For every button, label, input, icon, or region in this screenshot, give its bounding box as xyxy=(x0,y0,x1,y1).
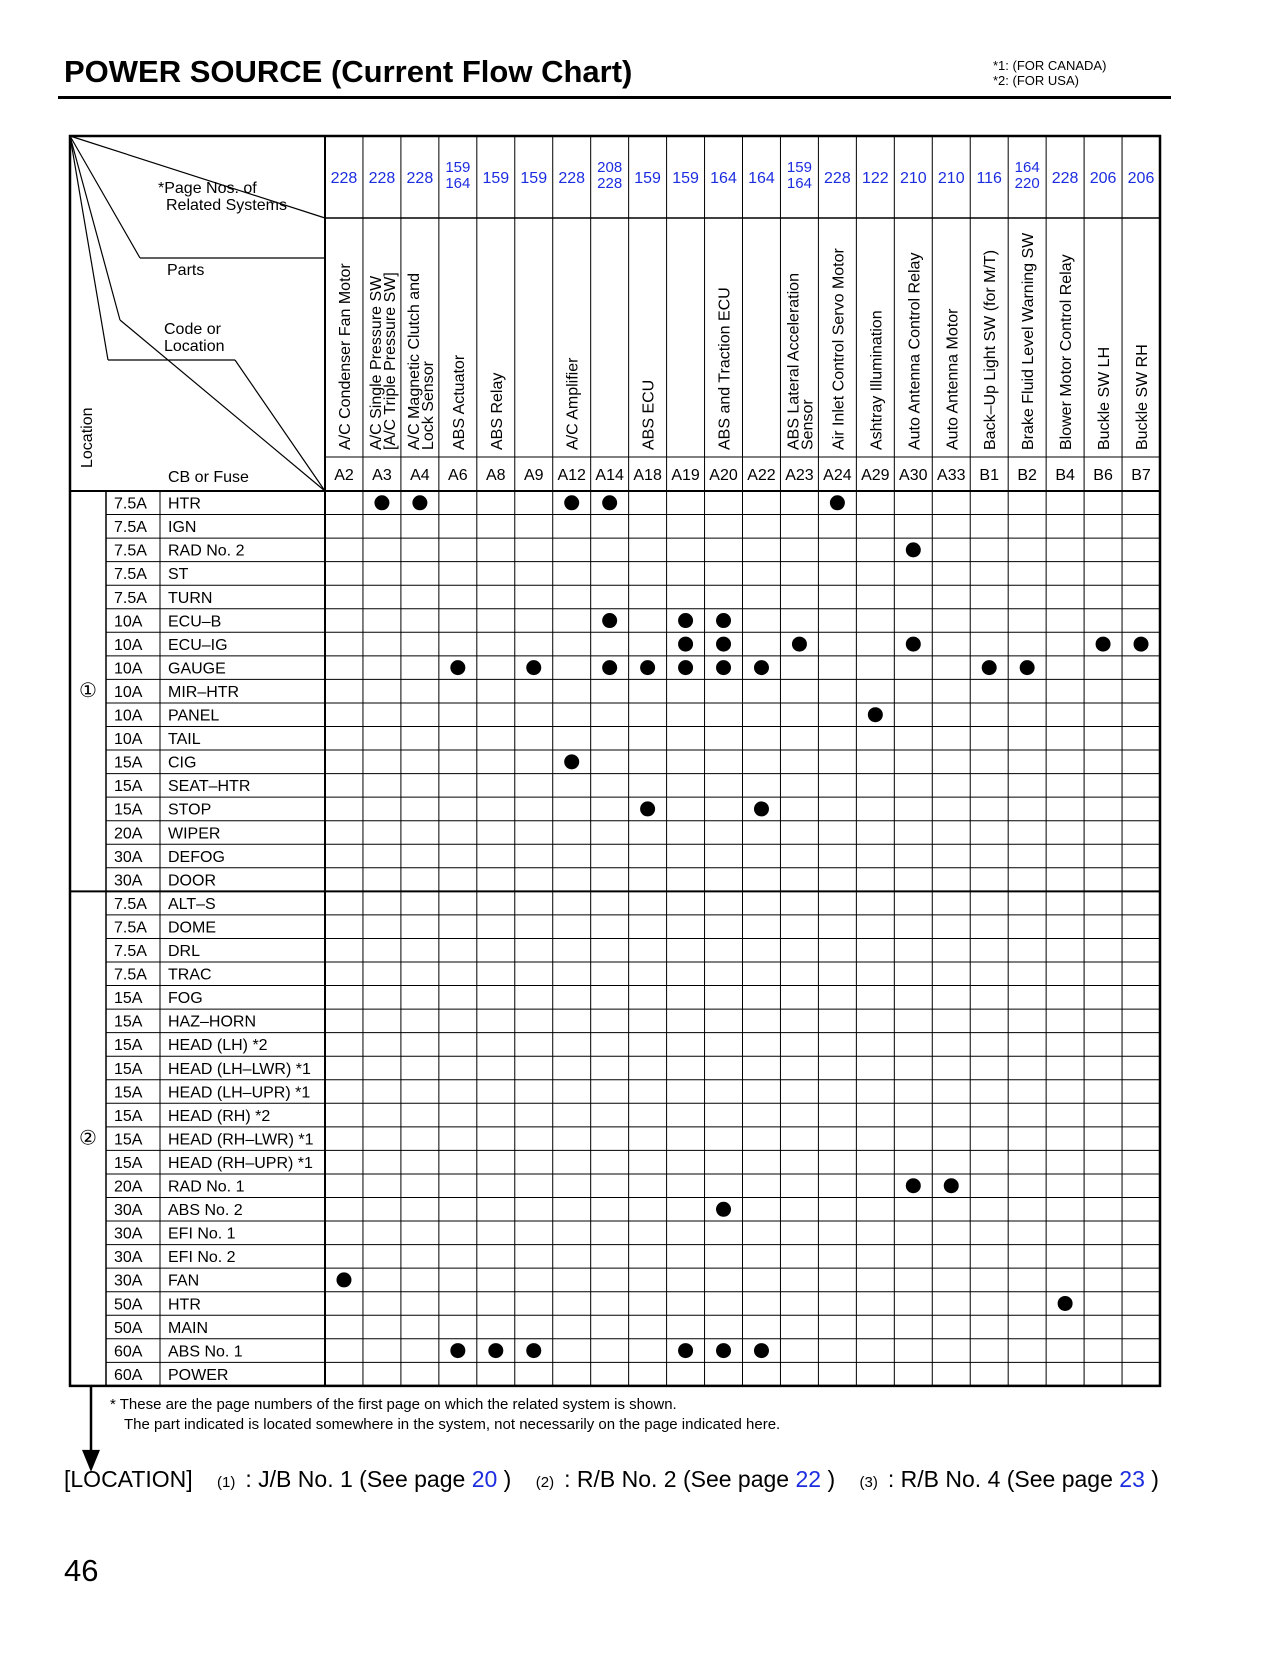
connection-dot xyxy=(716,613,731,628)
fuse-amperage: 20A xyxy=(114,825,143,843)
location-close-2: ) xyxy=(827,1466,836,1492)
part-name-A29: Ashtray Illumination xyxy=(868,310,886,450)
code-B6: B6 xyxy=(1093,467,1113,484)
part-name-A33: Auto Antenna Motor xyxy=(944,308,962,450)
fuse-amperage: 60A xyxy=(114,1343,143,1361)
footnote-line-2: The part indicated is located somewhere in the system, not necessarily on the page indicated here. xyxy=(124,1416,781,1433)
location-num-1: (1) xyxy=(217,1474,236,1491)
connection-dot xyxy=(792,637,807,652)
fuse-amperage: 10A xyxy=(114,707,143,725)
page-number-A8: 159 xyxy=(482,170,510,187)
part-name-B2: Brake Fluid Level Warning SW xyxy=(1020,232,1038,450)
part-name-A6: ABS Actuator xyxy=(450,354,468,450)
page-number-A18: 159 xyxy=(634,170,661,187)
part-name-B1: Back–Up Light SW (for M/T) xyxy=(982,249,1000,450)
code-B7: B7 xyxy=(1131,467,1151,484)
code-A14: A14 xyxy=(595,467,624,484)
connection-dot xyxy=(412,495,427,510)
code-A22: A22 xyxy=(747,467,776,484)
code-B4: B4 xyxy=(1055,467,1075,484)
fuse-amperage: 7.5A xyxy=(114,943,147,960)
fuse-name: FAN xyxy=(168,1272,200,1290)
connection-dot xyxy=(944,1178,959,1193)
fuse-amperage: 10A xyxy=(114,683,143,701)
fuse-amperage: 30A xyxy=(114,1225,143,1243)
connection-dot xyxy=(830,495,845,510)
code-A2: A2 xyxy=(334,467,354,484)
location-page-link-2[interactable]: 22 xyxy=(795,1466,822,1492)
fuse-name: DOME xyxy=(168,919,216,937)
fuse-amperage: 30A xyxy=(114,848,143,866)
fuse-amperage: 15A xyxy=(114,1107,143,1125)
page-number-B7: 206 xyxy=(1127,170,1155,187)
part-name-A30: Auto Antenna Control Relay xyxy=(906,252,924,450)
fuse-amperage: 30A xyxy=(114,1249,143,1267)
part-name-A4: Lock Sensor xyxy=(419,361,437,450)
page-number-A14: 208 xyxy=(597,159,623,176)
code-A23: A23 xyxy=(785,467,814,484)
part-name-A23: Sensor xyxy=(799,399,817,450)
part-name-B4: Blower Motor Control Relay xyxy=(1058,254,1076,450)
code-A4: A4 xyxy=(410,467,430,484)
location-num-3: (3) xyxy=(859,1474,878,1491)
page-number-B2: 164 xyxy=(1014,159,1040,176)
page-number-B4: 228 xyxy=(1051,170,1079,187)
connection-dot xyxy=(374,495,389,510)
part-name-A24: Air Inlet Control Servo Motor xyxy=(830,248,848,450)
page-number-A33: 210 xyxy=(937,170,965,187)
fuse-amperage: 7.5A xyxy=(114,895,147,913)
connection-dot xyxy=(678,1343,693,1358)
location-close-1: ) xyxy=(503,1466,512,1492)
fuse-amperage: 7.5A xyxy=(114,495,147,513)
fuse-amperage: 10A xyxy=(114,660,143,678)
connection-dot xyxy=(678,660,693,675)
footnote-line-1: * These are the page numbers of the first page on which the related system is shown. xyxy=(110,1396,677,1413)
note-usa: *2: (FOR USA) xyxy=(993,73,1079,88)
fuse-amperage: 7.5A xyxy=(114,589,147,607)
connection-dot xyxy=(906,542,921,557)
location-axis-label: Location xyxy=(79,407,96,468)
fuse-name: GAUGE xyxy=(168,660,226,678)
fuse-name: MIR–HTR xyxy=(168,683,240,701)
code-A9: A9 xyxy=(523,467,544,484)
fuse-name: ECU–IG xyxy=(168,636,228,654)
fuse-amperage: 15A xyxy=(114,1084,143,1102)
fuse-name: RAD No. 2 xyxy=(168,542,245,560)
connection-dot xyxy=(564,495,579,510)
fuse-amperage: 30A xyxy=(114,1272,143,1290)
fuse-name: HTR xyxy=(168,1296,201,1314)
page-number-A2: 228 xyxy=(330,170,358,187)
fuse-name: TAIL xyxy=(168,731,201,749)
fuse-amperage: 20A xyxy=(114,1178,143,1196)
fuse-name: EFI No. 2 xyxy=(168,1249,236,1267)
code-A6: A6 xyxy=(448,467,468,484)
fuse-name: FOG xyxy=(168,990,203,1008)
fuse-name: RAD No. 1 xyxy=(168,1178,245,1196)
fuse-name: ABS No. 1 xyxy=(168,1343,243,1361)
page-number-B2: 220 xyxy=(1014,175,1040,192)
fuse-name: WIPER xyxy=(168,825,221,843)
page-nos-label: *Page Nos. of xyxy=(158,180,257,197)
fuse-amperage: 15A xyxy=(114,1060,143,1078)
code-label: Location xyxy=(164,338,225,355)
connection-dot xyxy=(640,660,655,675)
connection-dot xyxy=(526,660,541,675)
code-A8: A8 xyxy=(486,467,506,484)
connection-dot xyxy=(754,801,769,816)
location-page-link-1[interactable]: 20 xyxy=(471,1466,498,1492)
location-close-3: ) xyxy=(1151,1466,1159,1492)
fuse-amperage: 15A xyxy=(114,754,143,772)
page-number-A20: 164 xyxy=(710,170,737,187)
page-nos-label: Related Systems xyxy=(166,197,287,214)
page-number-A19: 159 xyxy=(672,170,699,187)
code-A24: A24 xyxy=(823,467,852,484)
part-name-A3: A/C Single Pressure SW xyxy=(367,275,385,450)
fuse-amperage: 15A xyxy=(114,1131,143,1149)
part-name-B6: Buckle SW LH xyxy=(1096,346,1114,450)
connection-dot xyxy=(1020,660,1035,675)
part-name-B7: Buckle SW RH xyxy=(1134,344,1152,450)
cb-fuse-label: CB or Fuse xyxy=(168,469,249,486)
page-number-A6: 159 xyxy=(445,159,471,176)
fuse-name: MAIN xyxy=(168,1319,208,1337)
page-number-A4: 228 xyxy=(406,170,434,187)
fuse-amperage: 30A xyxy=(114,872,143,890)
parts-label: Parts xyxy=(167,262,205,279)
fuse-amperage: 7.5A xyxy=(114,542,147,560)
code-B2: B2 xyxy=(1017,467,1037,484)
location-page-link-3[interactable]: 23 xyxy=(1119,1466,1145,1492)
fuse-amperage: 15A xyxy=(114,778,143,796)
connection-dot xyxy=(716,660,731,675)
connection-dot xyxy=(564,754,579,769)
fuse-amperage: 7.5A xyxy=(114,519,147,537)
fuse-name: HEAD (RH) *2 xyxy=(168,1107,271,1125)
fuse-amperage: 10A xyxy=(114,731,143,749)
fuse-name: DOOR xyxy=(168,872,216,890)
fuse-name: POWER xyxy=(168,1366,229,1384)
part-name-A3: [A/C Triple Pressure SW] xyxy=(381,272,399,450)
connection-dot xyxy=(450,1343,465,1358)
part-name-A2: A/C Condenser Fan Motor xyxy=(336,263,354,450)
part-name-A20: ABS and Traction ECU xyxy=(716,287,734,450)
code-B1: B1 xyxy=(979,467,999,484)
connection-dot xyxy=(678,637,693,652)
connection-dot xyxy=(906,637,921,652)
page-number-A6: 164 xyxy=(445,175,471,192)
connection-dot xyxy=(754,660,769,675)
page-number-B1: 116 xyxy=(976,170,1002,187)
code-label: Code or xyxy=(164,321,221,338)
fuse-name: ABS No. 2 xyxy=(168,1202,243,1220)
fuse-name: DEFOG xyxy=(168,848,225,866)
page-number-A23: 164 xyxy=(786,175,812,192)
fuse-amperage: 15A xyxy=(114,1037,143,1055)
code-A18: A18 xyxy=(633,467,662,484)
code-A33: A33 xyxy=(937,467,966,484)
page-number-A30: 210 xyxy=(899,170,927,187)
fuse-amperage: 10A xyxy=(114,636,143,654)
fuse-name: SEAT–HTR xyxy=(168,778,251,796)
connection-dot xyxy=(1096,637,1111,652)
connection-dot xyxy=(716,637,731,652)
fuse-amperage: 15A xyxy=(114,990,143,1008)
code-A3: A3 xyxy=(372,467,392,484)
connection-dot xyxy=(678,613,693,628)
fuse-name: EFI No. 1 xyxy=(168,1225,236,1243)
fuse-amperage: 30A xyxy=(114,1202,143,1220)
fuse-name: ECU–B xyxy=(168,613,222,631)
connection-dot xyxy=(488,1343,503,1358)
part-name-A18: ABS ECU xyxy=(640,379,658,450)
fuse-name: TRAC xyxy=(168,966,212,984)
location-group-label: ① xyxy=(79,680,97,703)
part-name-A4: A/C Magnetic Clutch and xyxy=(405,273,423,450)
fuse-name: DRL xyxy=(168,943,201,960)
fuse-amperage: 50A xyxy=(114,1296,143,1314)
location-label: [LOCATION] xyxy=(64,1466,193,1492)
fuse-name: HAZ–HORN xyxy=(168,1013,257,1031)
fuse-name: PANEL xyxy=(168,707,220,725)
location-legend xyxy=(64,1466,1159,1493)
code-A20: A20 xyxy=(709,467,738,484)
fuse-name: ST xyxy=(168,566,189,584)
fuse-amperage: 7.5A xyxy=(114,566,147,584)
fuse-name: HEAD (RH–LWR) *1 xyxy=(168,1131,314,1149)
fuse-name: HEAD (LH–LWR) *1 xyxy=(168,1060,311,1078)
fuse-amperage: 15A xyxy=(114,1013,143,1031)
location-num-2: (2) xyxy=(535,1474,555,1491)
code-A29: A29 xyxy=(861,467,890,484)
connection-dot xyxy=(450,660,465,675)
page-number: 46 xyxy=(64,1553,99,1588)
page-number-A3: 228 xyxy=(368,170,396,187)
page-number-A29: 122 xyxy=(861,170,889,187)
fuse-name: HEAD (LH) *2 xyxy=(168,1037,268,1055)
fuse-amperage: 7.5A xyxy=(114,919,147,937)
fuse-name: STOP xyxy=(168,801,212,819)
page-number-A24: 228 xyxy=(824,170,851,187)
location-text-1: : J/B No. 1 (See page xyxy=(245,1466,466,1492)
code-A19: A19 xyxy=(671,467,700,484)
page-title: POWER SOURCE (Current Flow Chart) xyxy=(64,54,633,89)
connection-dot xyxy=(754,1343,769,1358)
location-text-3: : R/B No. 4 (See page xyxy=(887,1466,1113,1492)
code-A12: A12 xyxy=(557,467,586,484)
fuse-amperage: 60A xyxy=(114,1366,143,1384)
connection-dot xyxy=(716,1202,731,1217)
page-number-B6: 206 xyxy=(1089,170,1117,187)
part-name-A8: ABS Relay xyxy=(488,372,506,450)
code-A30: A30 xyxy=(899,467,928,484)
connection-dot xyxy=(336,1272,351,1287)
connection-dot xyxy=(526,1343,541,1358)
connection-dot xyxy=(602,660,617,675)
location-text-2: : R/B No. 2 (See page xyxy=(564,1466,790,1492)
connection-dot xyxy=(716,1343,731,1358)
connection-dot xyxy=(868,707,883,722)
page-number-A14: 228 xyxy=(597,175,623,192)
fuse-name: IGN xyxy=(168,519,197,537)
connection-dot xyxy=(906,1178,921,1193)
connection-dot xyxy=(1058,1296,1073,1311)
fuse-amperage: 15A xyxy=(114,801,143,819)
fuse-name: HTR xyxy=(168,495,201,513)
fuse-name: TURN xyxy=(168,589,213,607)
fuse-amperage: 15A xyxy=(114,1154,143,1172)
page-number-A23: 159 xyxy=(786,159,812,176)
part-name-A23: ABS Lateral Acceleration xyxy=(785,273,803,450)
fuse-amperage: 50A xyxy=(114,1319,143,1337)
connection-dot xyxy=(602,613,617,628)
page-number-A9: 159 xyxy=(520,170,548,187)
page-number-A12: 228 xyxy=(558,170,586,187)
connection-dot xyxy=(602,495,617,510)
part-name-A12: A/C Amplifier xyxy=(564,357,582,450)
fuse-amperage: 7.5A xyxy=(114,966,147,984)
page-number-A22: 164 xyxy=(748,170,775,187)
diagonal-line xyxy=(70,136,120,320)
location-group-label: ② xyxy=(79,1127,97,1150)
fuse-name: HEAD (LH–UPR) *1 xyxy=(168,1084,311,1102)
connection-dot xyxy=(640,801,655,816)
footnote xyxy=(110,1395,781,1435)
connection-dot xyxy=(1134,637,1149,652)
fuse-name: HEAD (RH–UPR) *1 xyxy=(168,1154,313,1172)
fuse-amperage: 10A xyxy=(114,613,143,631)
fuse-name: ALT–S xyxy=(168,895,216,913)
fuse-name: CIG xyxy=(168,754,197,772)
connection-dot xyxy=(982,660,997,675)
note-canada: *1: (FOR CANADA) xyxy=(993,58,1107,73)
